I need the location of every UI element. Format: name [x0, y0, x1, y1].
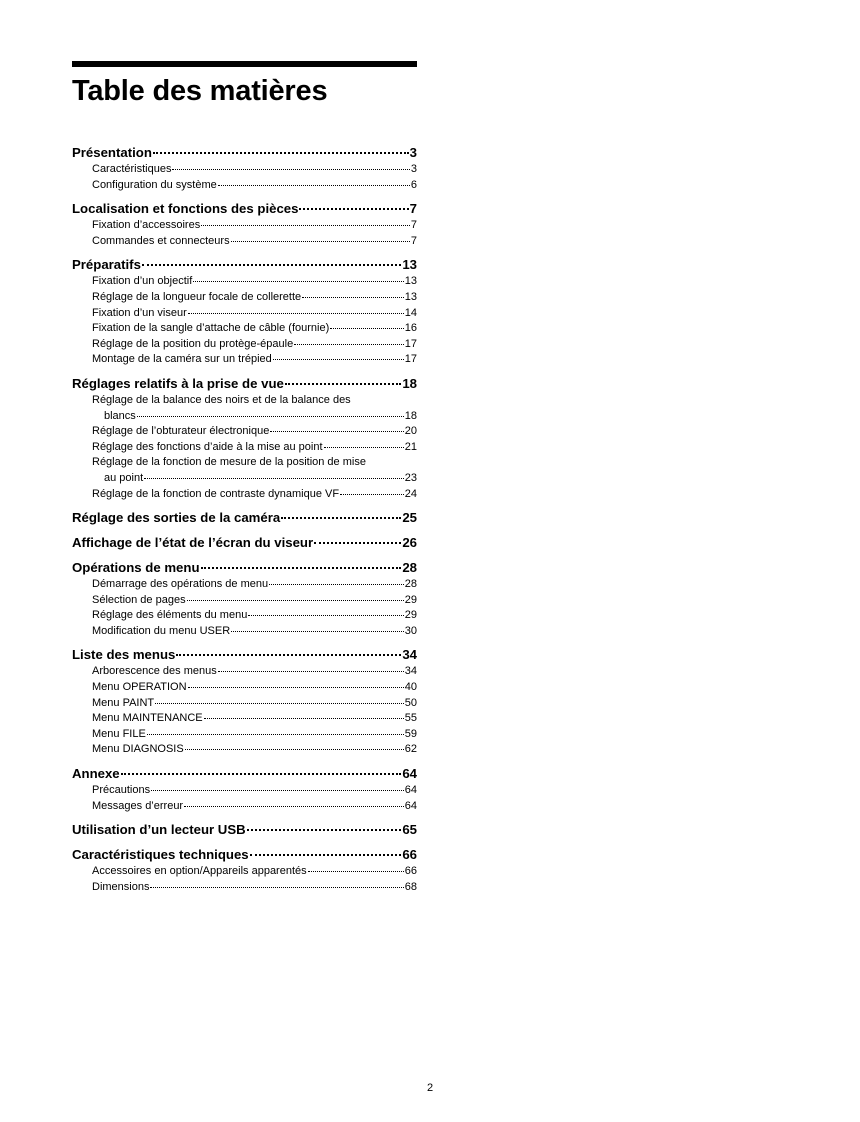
entry-title: Réglage de la fonction de mesure de la position de mise	[92, 456, 366, 469]
toc-chapter-link[interactable]	[72, 533, 417, 552]
dot-leader	[184, 806, 404, 807]
toc-section	[72, 845, 417, 895]
entry-title: Sélection de pages	[92, 593, 186, 606]
dot-leader	[281, 517, 401, 519]
chapter-title: Annexe	[72, 766, 120, 782]
toc-chapter-link[interactable]	[72, 374, 417, 393]
entry-page-number: 68	[404, 880, 417, 893]
dot-leader	[193, 281, 403, 282]
entry-page-number: 7	[410, 234, 417, 247]
dot-leader	[299, 208, 408, 210]
chapter-title: Localisation et fonctions des pièces	[72, 201, 299, 217]
chapter-title: Opérations de menu	[72, 560, 200, 576]
toc-entry-link[interactable]	[72, 664, 417, 680]
dot-leader	[137, 416, 404, 417]
entry-title: Configuration du système	[92, 178, 217, 191]
toc-section	[72, 533, 417, 552]
entry-title: Accessoires en option/Appareils apparentés	[92, 865, 307, 878]
dot-leader	[294, 344, 404, 345]
dot-leader	[270, 431, 403, 432]
chapter-page-number: 66	[402, 847, 417, 863]
entry-page-number: 20	[404, 425, 417, 438]
entry-title: Réglage de la fonction de contraste dynamique VF	[92, 487, 340, 500]
dot-leader	[218, 185, 410, 186]
chapter-page-number: 13	[402, 257, 417, 273]
dot-leader	[231, 241, 410, 242]
dot-leader	[247, 829, 402, 831]
entry-page-number: 64	[404, 784, 417, 797]
dot-leader	[147, 734, 404, 735]
entry-title: Menu MAINTENANCE	[92, 712, 203, 725]
toc-section	[72, 645, 417, 758]
entry-title: Montage de la caméra sur un trépied	[92, 353, 272, 366]
chapter-title: Préparatifs	[72, 257, 141, 273]
toc-entry-link[interactable]	[72, 680, 417, 696]
entry-title: Réglage des fonctions d’aide à la mise au point	[92, 440, 323, 453]
dot-leader	[248, 615, 403, 616]
entry-page-number: 34	[404, 665, 417, 678]
entry-page-number: 29	[404, 593, 417, 606]
dot-leader	[185, 749, 404, 750]
dot-leader	[314, 542, 401, 544]
entry-page-number: 66	[404, 865, 417, 878]
entry-title-continuation: blancs	[104, 409, 136, 422]
page-number: 2	[426, 1082, 434, 1094]
entry-page-number: 55	[404, 712, 417, 725]
dot-leader	[201, 225, 410, 226]
dot-leader	[250, 854, 402, 856]
dot-leader	[308, 871, 404, 872]
toc-entry-link[interactable]	[72, 352, 417, 368]
toc-chapter-link[interactable]	[72, 143, 417, 162]
dot-leader	[155, 703, 404, 704]
chapter-title: Liste des menus	[72, 647, 176, 663]
chapter-page-number: 25	[402, 510, 417, 526]
toc-entry-link[interactable]	[72, 162, 417, 178]
toc-chapter-link[interactable]	[72, 255, 417, 274]
toc-page	[72, 61, 417, 901]
entry-continuation	[92, 471, 417, 487]
toc-entry-link[interactable]	[72, 455, 417, 486]
dot-leader	[269, 584, 404, 585]
dot-leader	[142, 264, 401, 266]
toc-entry-link[interactable]	[72, 487, 417, 503]
toc-entry-link[interactable]	[72, 178, 417, 194]
dot-leader	[187, 600, 404, 601]
dot-leader	[231, 631, 404, 632]
toc-entry-link[interactable]	[72, 711, 417, 727]
toc-chapter-link[interactable]	[72, 820, 417, 839]
dot-leader	[188, 687, 404, 688]
chapter-page-number: 65	[402, 822, 417, 838]
entry-page-number: 21	[404, 440, 417, 453]
entry-title: Réglage des éléments du menu	[92, 609, 248, 622]
toc-section	[72, 255, 417, 368]
entry-page-number: 23	[404, 471, 417, 484]
chapter-title: Réglages relatifs à la prise de vue	[72, 375, 284, 391]
toc-entry-link[interactable]	[72, 799, 417, 815]
entry-title: Démarrage des opérations de menu	[92, 578, 269, 591]
toc-entry-link[interactable]	[72, 864, 417, 880]
chapter-page-number: 64	[402, 766, 417, 782]
entry-page-number: 13	[404, 275, 417, 288]
toc-chapter-link[interactable]	[72, 845, 417, 864]
toc-section	[72, 820, 417, 839]
dot-leader	[204, 718, 404, 719]
toc-chapter-link[interactable]	[72, 558, 417, 577]
toc-entry-link[interactable]	[72, 290, 417, 306]
toc-entry-link[interactable]	[72, 393, 417, 424]
entry-page-number: 18	[404, 409, 417, 422]
dot-leader	[273, 359, 404, 360]
dot-leader	[176, 654, 401, 656]
dot-leader	[285, 383, 401, 385]
toc-entry-link[interactable]	[72, 742, 417, 758]
dot-leader	[151, 790, 404, 791]
toc-entry-link[interactable]	[72, 577, 417, 593]
toc-section	[72, 143, 417, 193]
dot-leader	[302, 297, 404, 298]
entry-title: Réglage de la position du protège-épaule	[92, 337, 294, 350]
entry-title: Arborescence des menus	[92, 665, 217, 678]
entry-page-number: 17	[404, 337, 417, 350]
entry-title: Fixation d’un viseur	[92, 306, 187, 319]
toc-entry-link[interactable]	[72, 337, 417, 353]
entry-page-number: 3	[410, 163, 417, 175]
entry-page-number: 64	[404, 799, 417, 812]
entry-title: Menu OPERATION	[92, 681, 187, 694]
toc-entry-link[interactable]	[72, 321, 417, 337]
dot-leader	[172, 169, 409, 170]
entry-title: Messages d’erreur	[92, 799, 184, 812]
entry-page-number: 6	[410, 178, 417, 191]
toc-entry-link[interactable]	[72, 234, 417, 250]
entry-page-number: 40	[404, 681, 417, 694]
toc-entry-link[interactable]	[72, 783, 417, 799]
toc-section	[72, 199, 417, 249]
toc-chapter-link[interactable]	[72, 508, 417, 527]
dot-leader	[218, 671, 404, 672]
entry-title: Fixation d’un objectif	[92, 275, 193, 288]
dot-leader	[201, 567, 402, 569]
dot-leader	[153, 152, 409, 154]
chapter-page-number: 18	[402, 375, 417, 391]
entry-page-number: 14	[404, 306, 417, 319]
entry-page-number: 13	[404, 290, 417, 303]
entry-page-number: 62	[404, 743, 417, 756]
entry-title: Précautions	[92, 784, 151, 797]
toc-chapter-link[interactable]	[72, 199, 417, 218]
entry-title: Caractéristiques	[92, 163, 172, 175]
entry-title: Menu DIAGNOSIS	[92, 743, 184, 756]
entry-page-number: 28	[404, 578, 417, 591]
entry-page-number: 24	[404, 487, 417, 500]
dot-leader	[188, 313, 404, 314]
dot-leader	[150, 887, 403, 888]
entry-title: Réglage de la balance des noirs et de la balance des	[92, 393, 351, 406]
chapter-page-number: 28	[402, 560, 417, 576]
toc-entry-link[interactable]	[72, 608, 417, 624]
entry-title: Dimensions	[92, 880, 150, 893]
entry-page-number: 17	[404, 353, 417, 366]
dot-leader	[121, 773, 402, 775]
chapter-title: Réglage des sorties de la caméra	[72, 510, 281, 526]
chapter-title: Présentation	[72, 145, 152, 160]
toc-chapter-link[interactable]	[72, 764, 417, 783]
chapter-page-number: 34	[402, 647, 417, 663]
entry-title: Menu PAINT	[92, 696, 155, 709]
toc-entry-link[interactable]	[72, 424, 417, 440]
entry-page-number: 50	[404, 696, 417, 709]
table-of-contents	[72, 143, 417, 895]
page-title: Table des matières	[72, 75, 328, 107]
entry-title: Modification du menu USER	[92, 624, 231, 637]
entry-page-number: 16	[404, 322, 417, 335]
toc-entry-link[interactable]	[72, 696, 417, 712]
chapter-page-number: 7	[409, 201, 417, 217]
entry-title: Fixation d’accessoires	[92, 219, 201, 232]
toc-entry-link[interactable]	[72, 880, 417, 896]
chapter-page-number: 3	[409, 145, 417, 160]
toc-section	[72, 508, 417, 527]
toc-chapter-link[interactable]	[72, 645, 417, 664]
chapter-page-number: 26	[402, 535, 417, 551]
title-rule	[72, 61, 417, 67]
entry-continuation	[92, 409, 417, 425]
toc-entry-link[interactable]	[72, 727, 417, 743]
toc-entry-link[interactable]	[72, 440, 417, 456]
toc-entry-link[interactable]	[72, 306, 417, 322]
entry-page-number: 7	[410, 219, 417, 232]
entry-title: Fixation de la sangle d’attache de câble (fournie)	[92, 322, 330, 335]
dot-leader	[324, 447, 404, 448]
dot-leader	[340, 494, 404, 495]
dot-leader	[144, 478, 404, 479]
entry-page-number: 30	[404, 624, 417, 637]
entry-page-number: 29	[404, 609, 417, 622]
toc-entry-link[interactable]	[72, 624, 417, 640]
entry-title: Commandes et connecteurs	[92, 234, 230, 247]
toc-section	[72, 764, 417, 814]
toc-entry-link[interactable]	[72, 218, 417, 234]
entry-page-number: 59	[404, 727, 417, 740]
entry-title: Réglage de l’obturateur électronique	[92, 425, 270, 438]
chapter-title: Caractéristiques techniques	[72, 847, 249, 863]
toc-entry-link[interactable]	[72, 593, 417, 609]
dot-leader	[330, 328, 403, 329]
chapter-title: Utilisation d’un lecteur USB	[72, 822, 246, 838]
entry-title: Menu FILE	[92, 727, 146, 740]
entry-title-continuation: au point	[104, 471, 144, 484]
toc-entry-link[interactable]	[72, 274, 417, 290]
toc-section	[72, 374, 417, 502]
chapter-title: Affichage de l’état de l’écran du viseur	[72, 535, 314, 551]
toc-section	[72, 558, 417, 639]
entry-title: Réglage de la longueur focale de collerette	[92, 290, 302, 303]
